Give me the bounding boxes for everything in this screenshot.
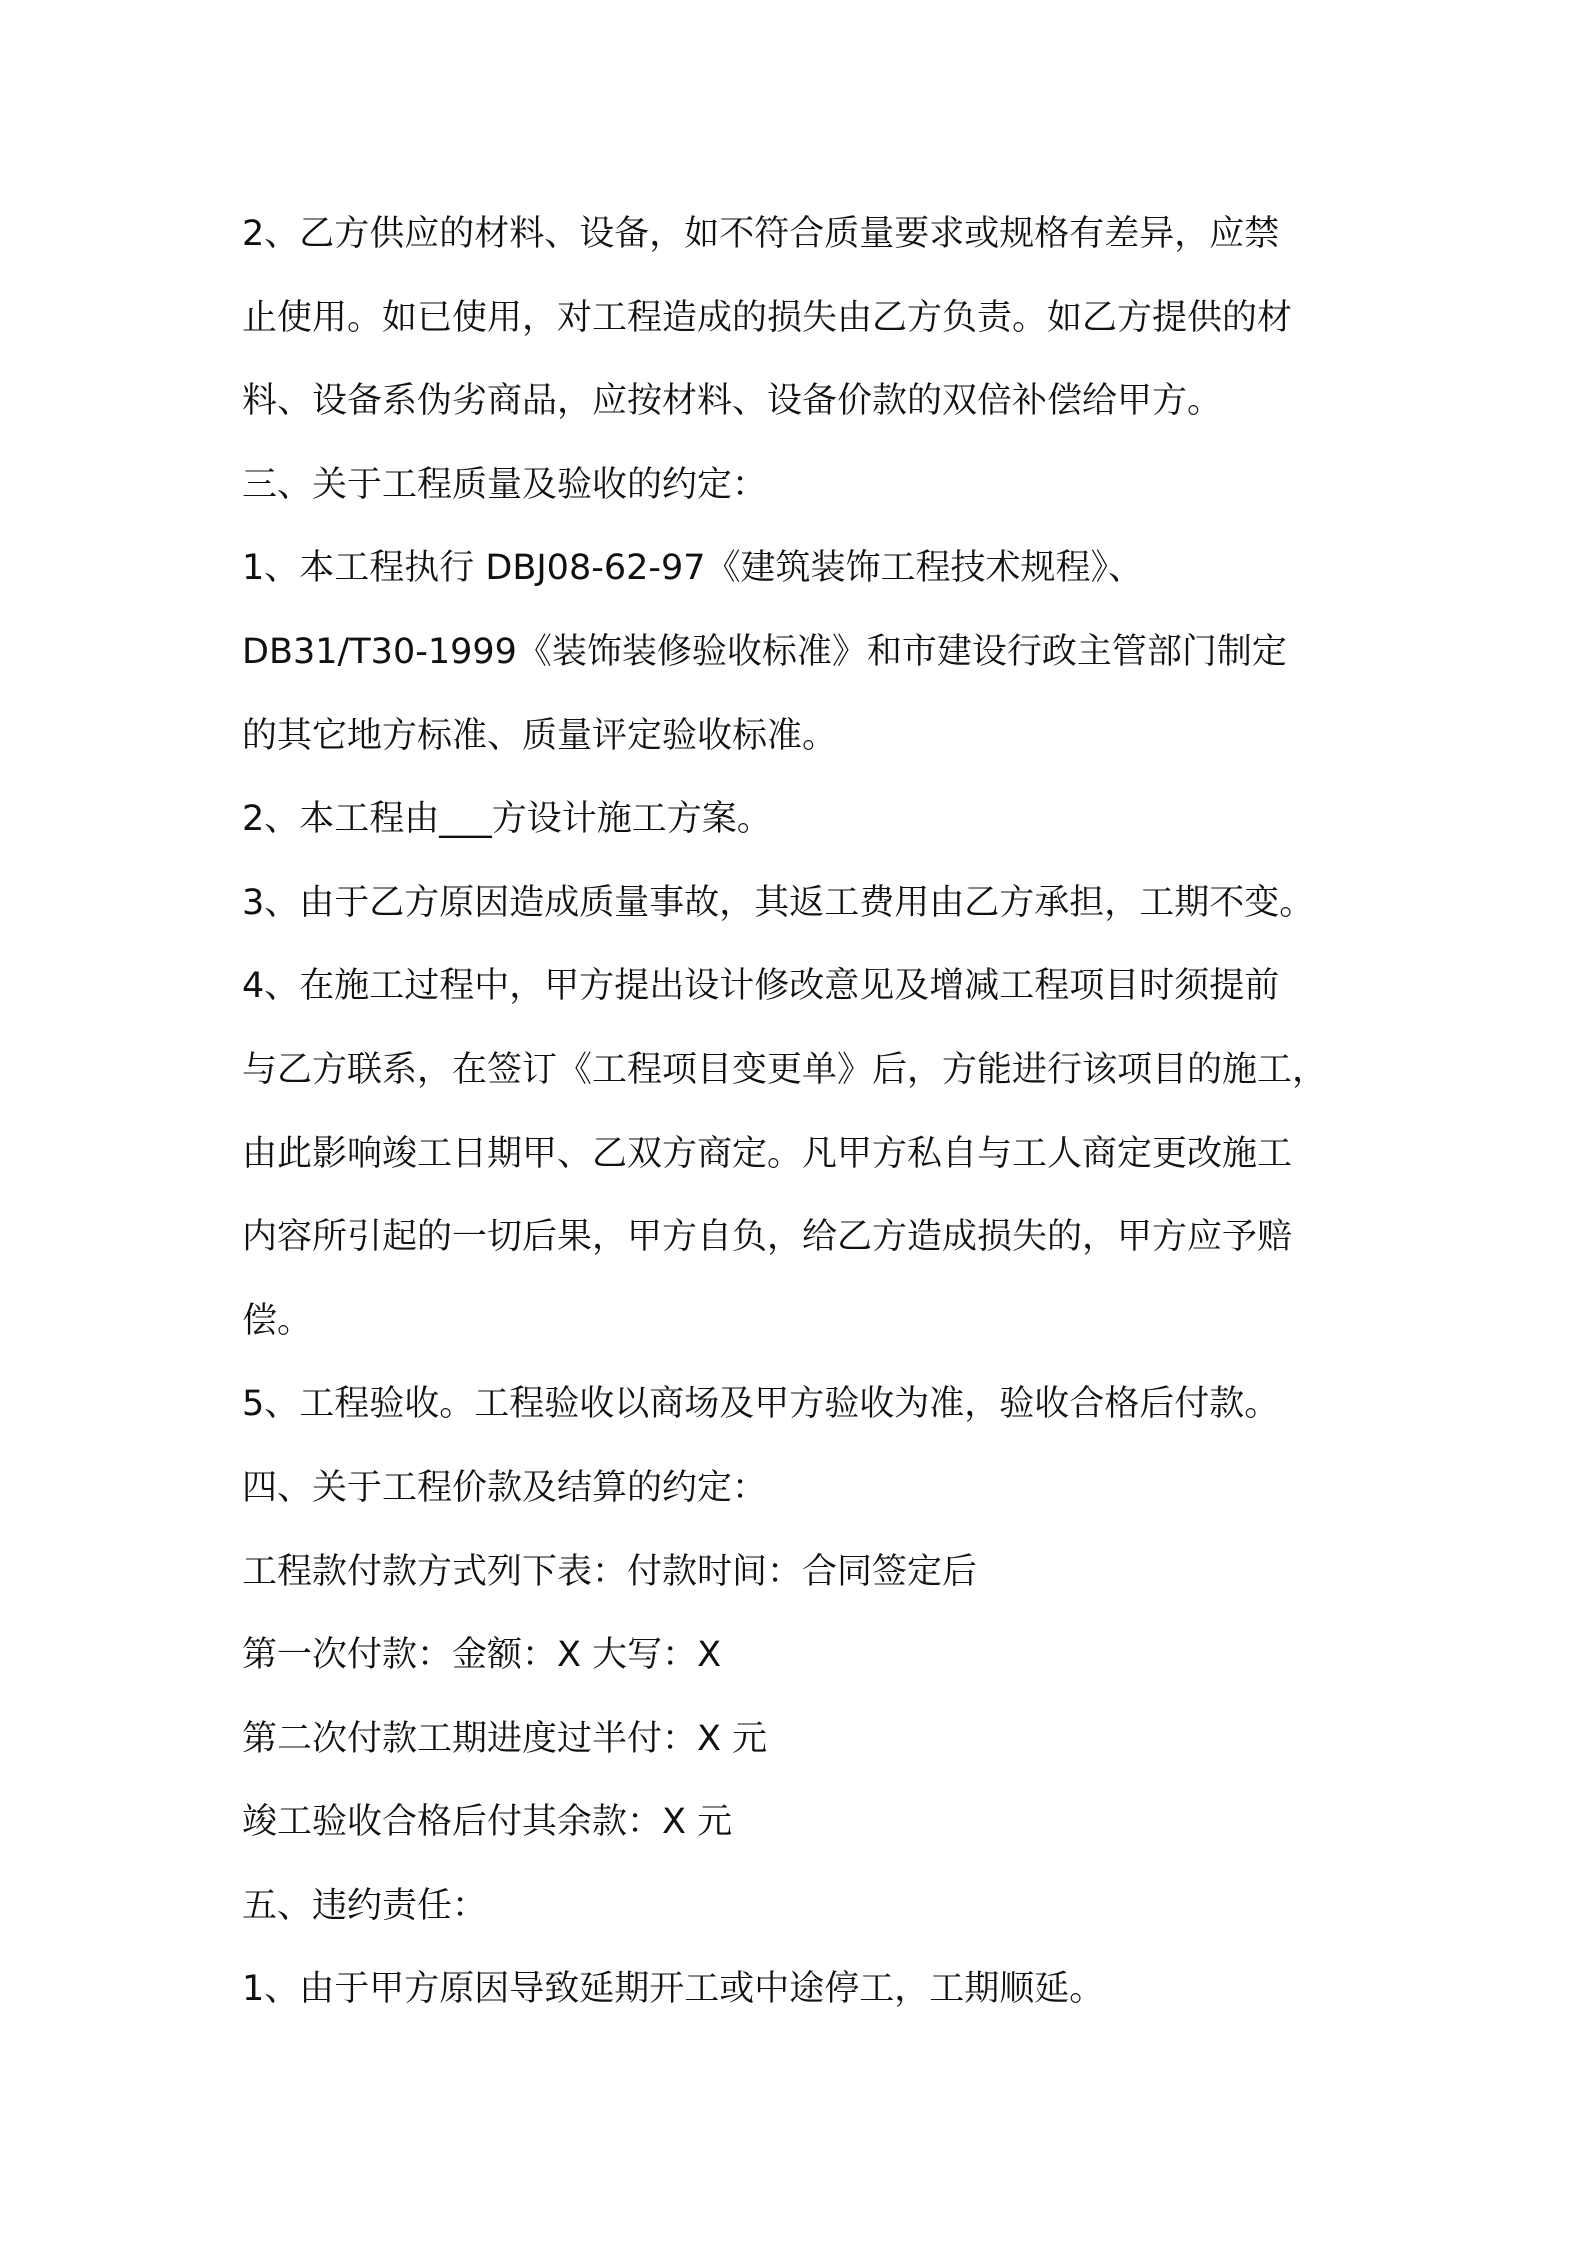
text-line-20: 竣工验收合格后付其余款：X 元	[242, 1802, 733, 1843]
text-line-10: 4、在施工过程中，甲方提出设计修改意见及增减工程项目时须提前	[242, 966, 1280, 1007]
text-line-13: 内容所引起的一切后果，甲方自负，给乙方造成损失的，甲方应予赔	[242, 1217, 1293, 1258]
text-line-15: 5、工程验收。工程验收以商场及甲方验收为准，验收合格后付款。	[242, 1384, 1280, 1425]
section-heading-quality: 三、关于工程质量及验收的约定：	[242, 464, 768, 505]
text-line-19: 第二次付款工期进度过半付：X 元	[242, 1718, 768, 1759]
text-line-5: 1、本工程执行 DBJ08-62-97《建筑装饰工程技术规程》、	[242, 548, 1144, 589]
text-line-2: 止使用。如已使用，对工程造成的损失由乙方负责。如乙方提供的材	[242, 297, 1293, 338]
document-body	[242, 193, 1374, 2032]
text-line-11: 与乙方联系，在签订《工程项目变更单》后，方能进行该项目的施工，	[242, 1049, 1328, 1090]
text-line-3: 料、设备系伪劣商品，应按材料、设备价款的双倍补偿给甲方。	[242, 381, 1223, 422]
text-line-22: 1、由于甲方原因导致延期开工或中途停工，工期顺延。	[242, 1969, 1105, 2010]
text-line-9: 3、由于乙方原因造成质量事故，其返工费用由乙方承担，工期不变。	[242, 882, 1315, 923]
text-line-14: 偿。	[242, 1300, 313, 1341]
text-line-1: 2、乙方供应的材料、设备，如不符合质量要求或规格有差异，应禁	[242, 214, 1280, 254]
text-line-17: 工程款付款方式列下表：付款时间：合同签定后	[242, 1551, 978, 1592]
text-line-8: 2、本工程由___方设计施工方案。	[242, 799, 772, 840]
text-line-6: DB31/T30-1999《装饰装修验收标准》和市建设行政主管部门制定	[242, 631, 1287, 672]
text-line-12: 由此影响竣工日期甲、乙双方商定。凡甲方私自与工人商定更改施工	[242, 1133, 1293, 1174]
section-heading-liability: 五、违约责任：	[242, 1885, 488, 1926]
text-line-7: 的其它地方标准、质量评定验收标准。	[242, 715, 838, 756]
text-line-18: 第一次付款：金额：X 大写：X	[242, 1635, 722, 1676]
section-heading-payment: 四、关于工程价款及结算的约定：	[242, 1467, 768, 1508]
